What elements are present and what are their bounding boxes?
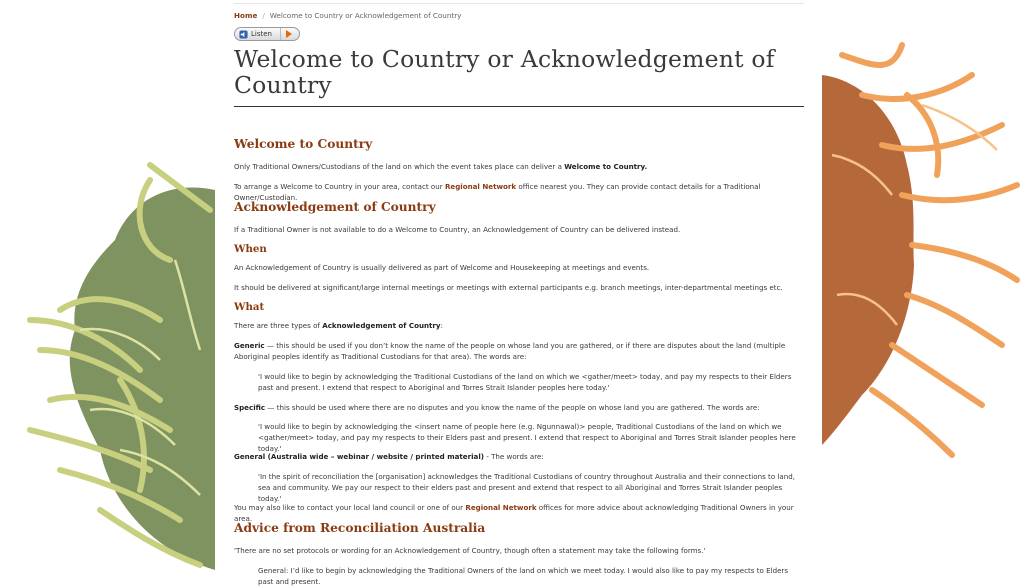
generic-quote: 'I would like to begin by acknowledging the Traditional Custodians of the land on which we <gather/meet> today, and pay my respects to their Elders past and present. I extend that respect to Aboriginal and Torres Strait Islander peoples here today.' [258, 372, 792, 392]
advice-paragraph-1: 'There are no set protocols or wording for an Acknowledgement of Country, though often a statement may take the following forms.' [234, 546, 706, 555]
general-quote: 'In the spirit of reconciliation the [organisation] acknowledges the Traditional Custodians of country throughout Australia and their connections to land, sea and community. We pay our respect to their elders past and present and extend that respect to all Aboriginal and Torres Strait Islander peoples today.' [258, 472, 795, 503]
specific-label: Specific [234, 403, 266, 412]
top-divider [234, 3, 804, 4]
title-rule [234, 106, 804, 107]
heading-advice-reconciliation-australia: Advice from Reconciliation Australia [234, 521, 486, 535]
play-icon[interactable] [286, 30, 292, 38]
welcome-p2-text: To arrange a Welcome to Country in your area, contact our [234, 182, 445, 191]
breadcrumb-home-link[interactable]: Home [234, 11, 258, 20]
what-intro-text: There are three types of [234, 321, 323, 330]
heading-what: What [234, 301, 265, 313]
page-title: Welcome to Country or Acknowledgement of Country [234, 45, 775, 99]
what-intro-end: : [440, 321, 443, 330]
general-label: General (Australia wide – webinar / website / printed material) [234, 452, 484, 461]
general-text: - The words are: [484, 452, 544, 461]
breadcrumb-separator: / [262, 11, 265, 20]
heading-when: When [234, 243, 267, 255]
what-intro [234, 320, 804, 331]
council-text: You may also like to contact your local land council or one of our [234, 503, 466, 512]
what-intro-bold: Acknowledgement of Country [322, 321, 441, 330]
advice-paragraph-2: General: I’d like to begin by acknowledging the Traditional Owners of the land on which we meet today. I would also like to pay my respects to Elders past and present. [258, 566, 789, 586]
listen-label: Listen [251, 30, 272, 38]
welcome-p1-bold: Welcome to Country. [564, 162, 648, 171]
listen-button[interactable] [234, 27, 300, 41]
heading-welcome-to-country: Welcome to Country [234, 137, 373, 151]
general-paragraph [234, 451, 804, 462]
acknowledgement-paragraph: If a Traditional Owner is not available to do a Welcome to Country, an Acknowledgement of Country can be delivered instead. [234, 225, 681, 234]
when-paragraph-2: It should be delivered at significant/large internal meetings or meetings with external participants e.g. branch meetings, inter-departmental meetings etc. [234, 283, 783, 292]
specific-quote: 'I would like to begin by acknowledging the <insert name of people here (e.g. Ngunnawal)> people, Traditional Custodians of the land on which we <gather/meet> today, and pay my respects to their Elders past and present. I extend that respect to Aboriginal and Torres Strait Islander peoples here today.' [258, 422, 796, 453]
council-text-end: offices for more advice about acknowledging Traditional Owners in your area. [234, 503, 794, 523]
generic-label: Generic [234, 341, 265, 350]
specific-text: — this should be used where there are no disputes and you know the name of the people on whose land you are gathered. The words are: [265, 403, 760, 412]
heading-acknowledgement-of-country: Acknowledgement of Country [234, 200, 436, 214]
welcome-p1-text: Only Traditional Owners/Custodians of the land on which the event takes place can deliver a [234, 162, 565, 171]
aboriginal-artwork-left [0, 150, 215, 577]
welcome-paragraph-1 [234, 161, 804, 172]
when-paragraph-1: An Acknowledgement of Country is usually delivered as part of Welcome and Housekeeping at meetings and events. [234, 263, 650, 272]
regional-network-link[interactable]: Regional Network [444, 182, 517, 191]
welcome-p2-text-end: office nearest you. They can provide contact details for a Traditional Owner/Custodian. [234, 182, 761, 202]
specific-paragraph [234, 402, 804, 413]
listen-divider [280, 28, 281, 40]
breadcrumb-current: Welcome to Country or Acknowledgement of Country [269, 11, 462, 20]
breadcrumb [234, 11, 461, 20]
generic-paragraph [234, 340, 804, 362]
speaker-icon [239, 30, 248, 39]
generic-text: — this should be used if you don’t know the name of the people on whose land you are gathered, or if there are disputes about the land (multiple Aboriginal peoples identify as Traditional Custodians for that area). The words are: [234, 341, 786, 361]
aboriginal-artwork-right [822, 35, 1023, 465]
regional-network-link-2[interactable]: Regional Network [465, 503, 537, 512]
